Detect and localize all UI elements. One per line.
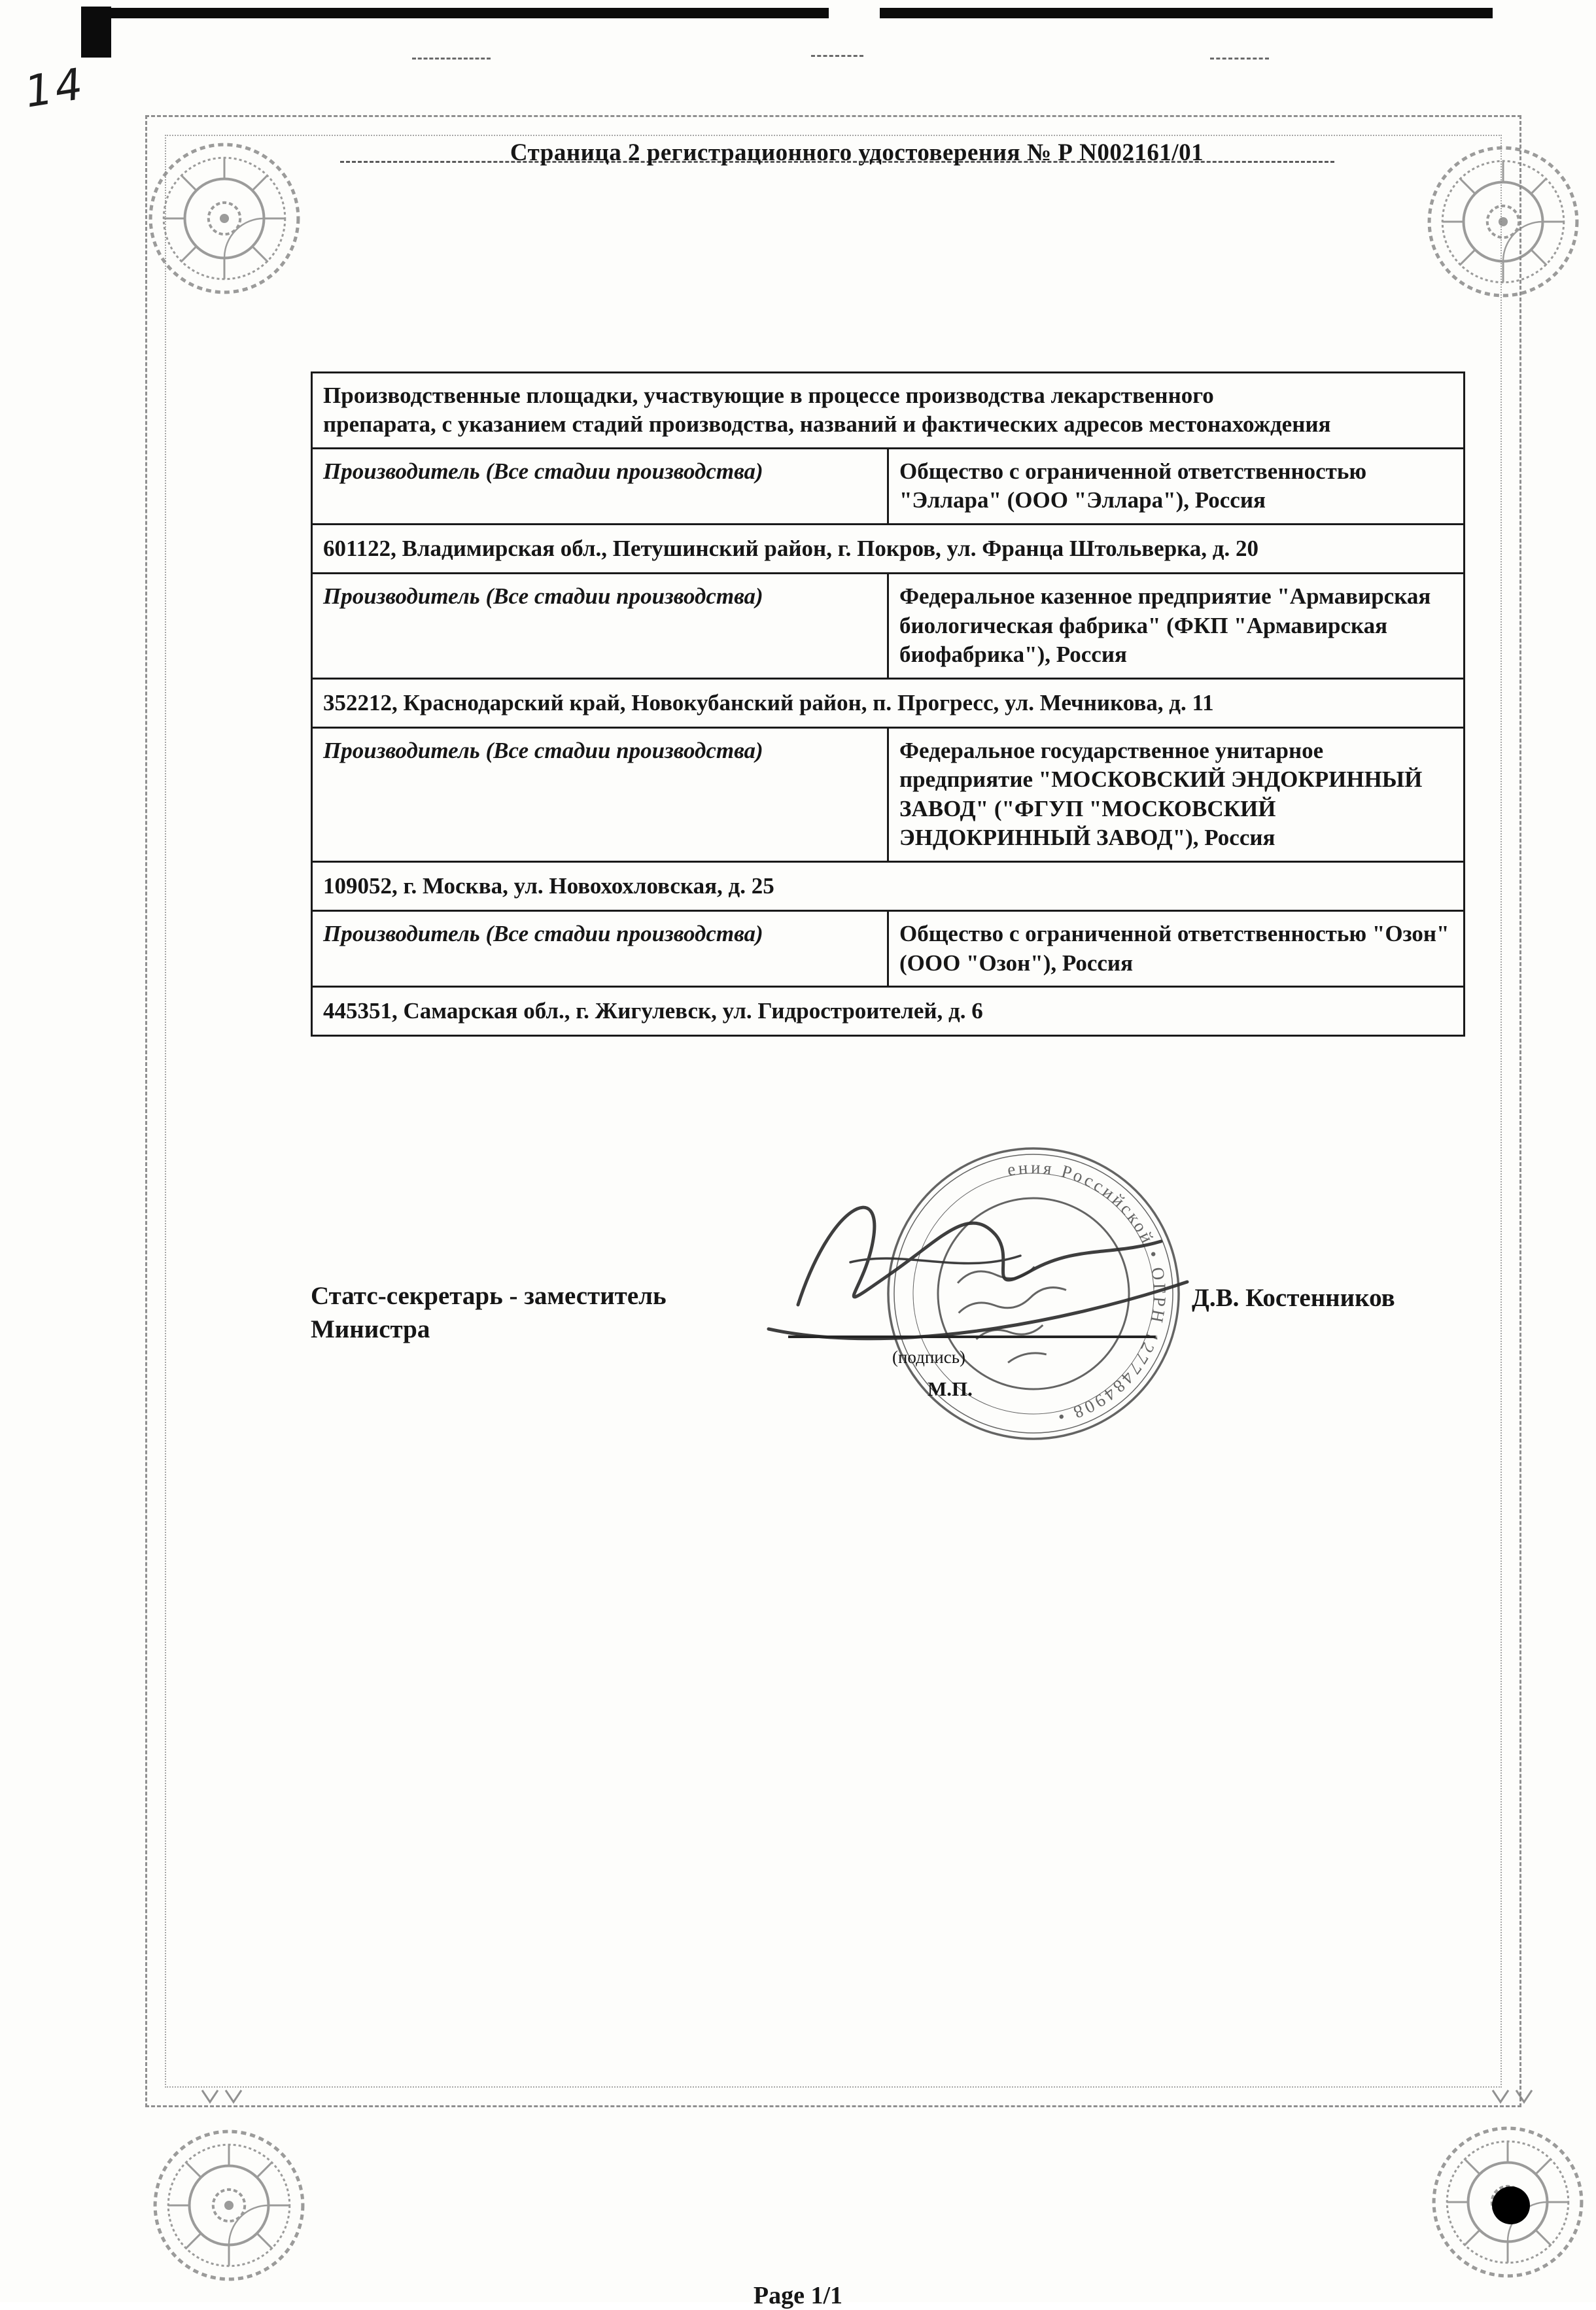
scan-artifact-bar — [96, 8, 829, 18]
producer-role-cell: Производитель (Все стадии производства) — [312, 911, 888, 987]
producer-address-cell: 445351, Самарская обл., г. Жигулевск, ул. Гидростроителей, д. 6 — [312, 987, 1465, 1036]
table-row — [312, 678, 1465, 727]
signatory-post-line: Министра — [311, 1315, 430, 1344]
producer-role-cell: Производитель (Все стадии производства) — [312, 727, 888, 861]
producer-address-cell: 109052, г. Москва, ул. Новохохловская, д. 25 — [312, 861, 1465, 910]
table-row — [312, 448, 1465, 524]
producer-company-cell: Общество с ограниченной ответственностью "Эллара" (ООО "Эллара"), Россия — [888, 448, 1465, 524]
scan-dash — [1210, 58, 1269, 60]
producer-address-cell: 601122, Владимирская обл., Петушинский район, г. Покров, ул. Франца Штольверка, д. 20 — [312, 524, 1465, 573]
page-footer: Page 1/1 — [753, 2282, 843, 2309]
producer-role-cell: Производитель (Все стадии производства) — [312, 574, 888, 678]
signature-scribble — [752, 1164, 1210, 1360]
signatory-post-line: Статс-секретарь - заместитель — [311, 1282, 667, 1310]
table-row — [312, 861, 1465, 910]
handwritten-page-mark: 14 — [21, 58, 89, 118]
table-title-row — [312, 373, 1465, 449]
signatory-name: Д.В. Костенников — [1192, 1284, 1395, 1312]
table-row — [312, 911, 1465, 987]
border-chevron-ornament — [1490, 2088, 1537, 2107]
stamp-arc-text: ения Российской • ОГРН 1277484908 • — [1005, 1157, 1170, 1428]
signature-caption: (подпись) — [892, 1347, 966, 1367]
corner-rosette-icon — [1421, 140, 1585, 303]
producer-company-cell: Федеральное казенное предприятие "Армавирская биологическая фабрика" (ФКП "Армавирская биофабрика"), Россия — [888, 574, 1465, 678]
corner-rosette-icon — [143, 137, 306, 300]
scan-dash — [412, 58, 491, 60]
table-row — [312, 524, 1465, 573]
page-title: Страница 2 регистрационного удостоверения № Р N002161/01 — [510, 139, 1204, 166]
corner-rosette-icon — [147, 2124, 311, 2287]
producer-company-cell: Общество с ограниченной ответственностью "Озон" (ООО "Озон"), Россия — [888, 911, 1465, 987]
producer-role-cell: Производитель (Все стадии производства) — [312, 448, 888, 524]
border-chevron-ornament — [200, 2088, 247, 2107]
scan-dash — [811, 55, 863, 57]
table-row — [312, 574, 1465, 678]
signatory-post-title — [311, 1279, 782, 1347]
signature-line — [788, 1336, 1156, 1338]
producer-address-cell: 352212, Краснодарский край, Новокубанский район, п. Прогресс, ул. Мечникова, д. 11 — [312, 678, 1465, 727]
production-sites-table — [311, 371, 1465, 1037]
scan-ink-dot — [1492, 2186, 1530, 2224]
table-row — [312, 987, 1465, 1036]
table-title-cell: Производственные площадки, участвующие в процессе производства лекарственного препарата, с указанием стадий производства, названий и фактических адресов местонахождения — [312, 373, 1465, 449]
scan-artifact-bar — [880, 8, 1493, 18]
producer-company-cell: Федеральное государственное унитарное предприятие "МОСКОВСКИЙ ЭНДОКРИННЫЙ ЗАВОД" ("ФГУП "МОСКОВСКИЙ ЭНДОКРИННЫЙ ЗАВОД"), Россия — [888, 727, 1465, 861]
seal-place-mark: М.П. — [928, 1377, 973, 1400]
table-row — [312, 727, 1465, 861]
